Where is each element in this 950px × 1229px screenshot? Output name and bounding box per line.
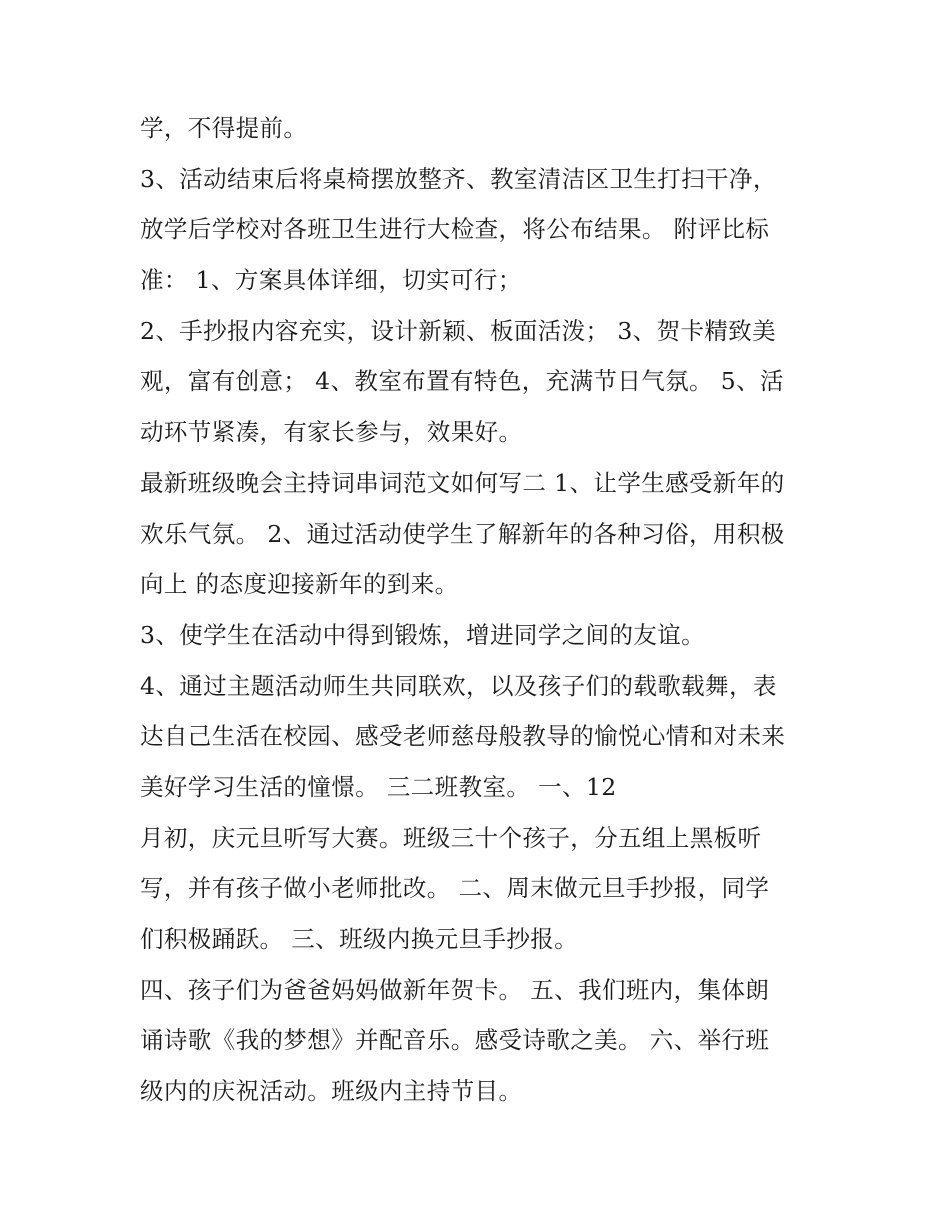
text-line: 放学后学校对各班卫生进行大检查，将公布结果。 附评比标 <box>140 215 770 244</box>
text-line: 4、通过主题活动师生共同联欢，以及孩子们的载歌载舞，表 <box>140 671 777 700</box>
text-line: 2、手抄报内容充实，设计新颖、板面活泼； 3、贺卡精致美 <box>140 316 777 345</box>
text-line: 级内的庆祝活动。班级内主持节目。 <box>140 1077 523 1106</box>
text-line: 四、孩子们为爸爸妈妈做新年贺卡。 五、我们班内，集体朗 <box>140 975 770 1004</box>
text-line: 准： 1、方案具体详细，切实可行； <box>140 266 522 295</box>
text-line: 美好学习生活的憧憬。 三二班教室。 一、12 <box>140 772 617 801</box>
document-body <box>140 103 830 1117</box>
text-line: 向上 的态度迎接新年的到来。 <box>140 570 459 599</box>
text-line: 3、活动结束后将桌椅摆放整齐、教室清洁区卫生打扫干净， <box>140 164 777 193</box>
text-line: 诵诗歌《我的梦想》并配音乐。感受诗歌之美。 六、举行班 <box>140 1026 770 1055</box>
text-line: 3、使学生在活动中得到锻炼，增进同学之间的友谊。 <box>140 620 706 649</box>
text-line: 写，并有孩子做小老师批改。 二、周末做元旦手抄报，同学 <box>140 874 770 903</box>
text-line: 观，富有创意； 4、教室布置有特色，充满节日气氛。 5、活 <box>140 367 784 396</box>
text-line: 动环节紧凑，有家长参与，效果好。 <box>140 418 523 447</box>
text-line: 们积极踊跃。 三、班级内换元旦手抄报。 <box>140 925 579 953</box>
text-line: 达自己生活在校园、感受老师慈母般教导的愉悦心情和对未来 <box>140 722 786 751</box>
text-line: 学，不得提前。 <box>140 114 308 142</box>
text-line: 欢乐气氛。 2、通过活动使学生了解新年的各种习俗，用积极 <box>140 519 785 548</box>
text-line: 月初，庆元旦听写大赛。班级三十个孩子，分五组上黑板听 <box>140 823 762 852</box>
text-line: 最新班级晚会主持词串词范文如何写二 1、让学生感受新年的 <box>140 468 785 497</box>
